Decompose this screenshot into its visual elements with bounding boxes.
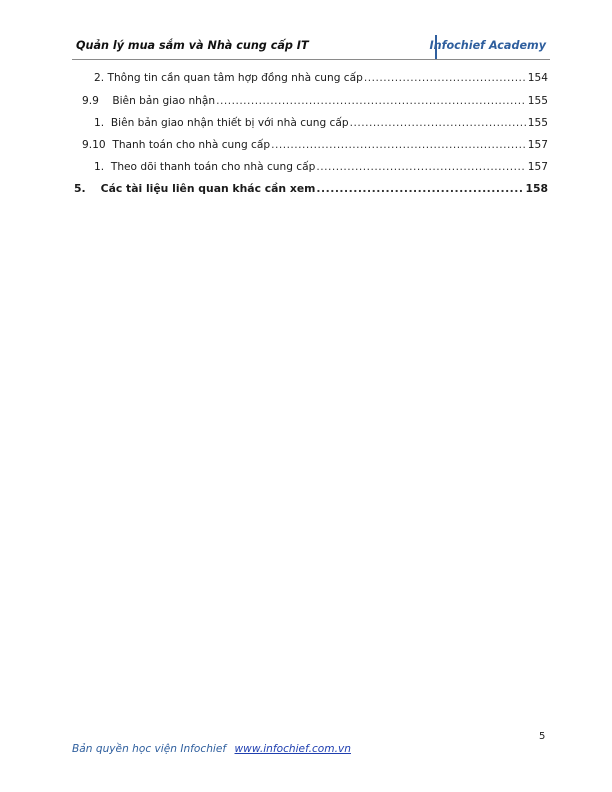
toc-entry-title: Biên bản giao nhận [112, 95, 216, 107]
toc-leader-dots [364, 72, 526, 84]
toc-entry-number: 9.10 [82, 139, 106, 151]
toc-leader-dots [350, 117, 526, 129]
toc-entry-title: Thanh toán cho nhà cung cấp [112, 139, 271, 151]
toc-entry-page: 155 [527, 95, 548, 107]
toc-entry-number: 5. [74, 182, 86, 195]
toc-entry[interactable] [74, 182, 548, 195]
toc-entry-page: 157 [527, 139, 548, 151]
toc-entry-number: 2. [94, 72, 105, 84]
toc-entry-page: 158 [525, 182, 548, 195]
page-number: 5 [539, 731, 546, 742]
toc-entry-title: Các tài liệu liên quan khác cần xem [100, 182, 316, 195]
toc-leader-dots [216, 95, 526, 107]
toc-leader-dots [316, 182, 523, 195]
toc-entry-page: 155 [527, 117, 548, 129]
toc-entry-number: 1. [94, 161, 105, 173]
toc-entry[interactable] [94, 117, 548, 129]
toc-entry-number: 9.9 [82, 95, 99, 107]
toc-leader-dots [271, 139, 526, 151]
copyright-text: Bản quyền học viện Infochief [72, 743, 227, 755]
toc-entry-title: Biên bản giao nhận thiết bị với nhà cung cấp [110, 117, 349, 129]
page-footer [72, 743, 351, 755]
website-link[interactable]: www.infochief.com.vn [234, 743, 351, 755]
toc-entry[interactable] [94, 72, 548, 84]
brand-name: Infochief Academy [429, 39, 546, 52]
toc-entry-title: Thông tin cần quan tâm hợp đồng nhà cung cấp [107, 72, 363, 84]
toc-entry-page: 154 [527, 72, 548, 84]
document-title: Quản lý mua sắm và Nhà cung cấp IT [76, 39, 309, 52]
toc-entry-number: 1. [94, 117, 105, 129]
toc-entry-page: 157 [527, 161, 548, 173]
toc-entry-title: Theo dõi thanh toán cho nhà cung cấp [110, 161, 316, 173]
toc-leader-dots [316, 161, 525, 173]
toc-entry[interactable] [82, 139, 548, 151]
toc-entry[interactable] [94, 161, 548, 173]
page-header [72, 35, 550, 60]
toc-entry[interactable] [82, 95, 548, 107]
